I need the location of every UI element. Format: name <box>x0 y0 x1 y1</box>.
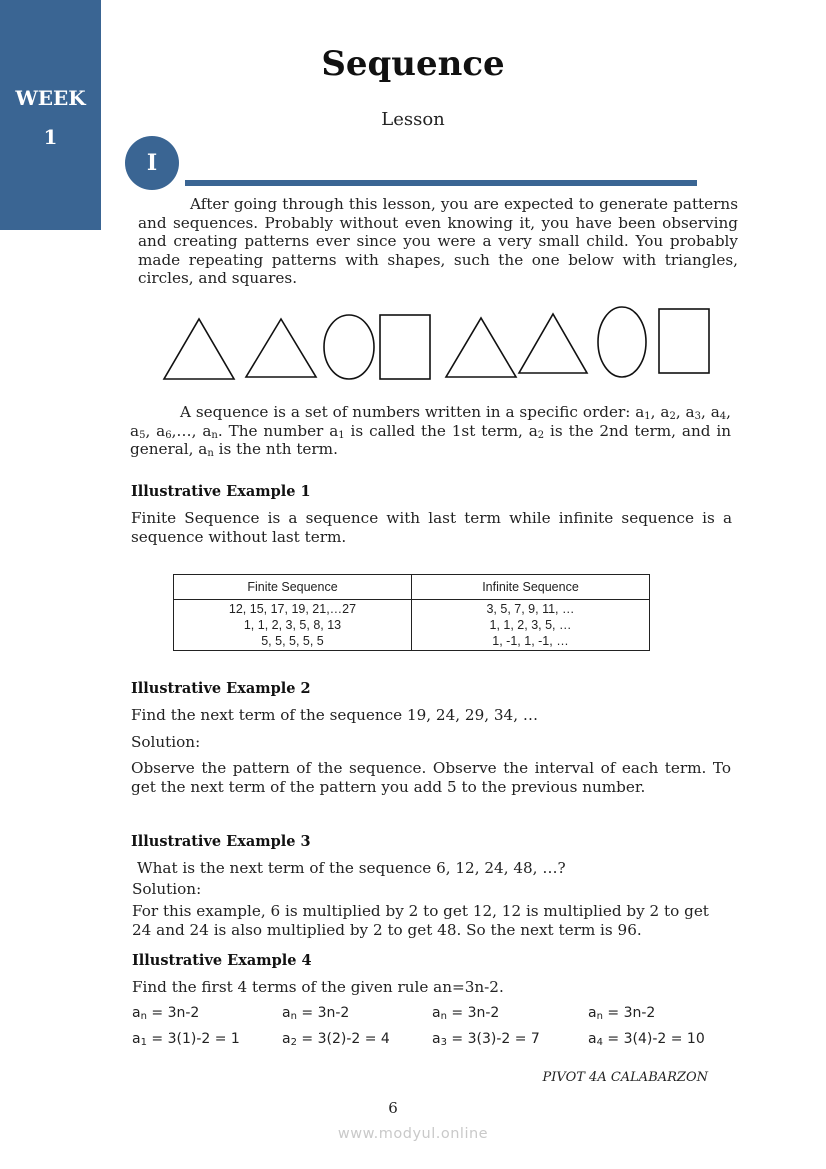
page-title: Sequence <box>321 44 505 84</box>
example3-heading: Illustrative Example 3 <box>131 833 311 850</box>
rule-a: a <box>282 1005 291 1021</box>
def-sub: n <box>211 429 218 441</box>
rule-col-1 <box>132 1005 199 1021</box>
infinite-seq-3: 1, -1, 1, -1, … <box>492 634 569 648</box>
sequence-definition <box>130 403 731 459</box>
rule-expr: = 3n-2 <box>146 1005 200 1021</box>
example3-solution-label: Solution: <box>132 880 202 898</box>
term-a: a <box>132 1031 141 1047</box>
table-header-infinite: Infinite Sequence <box>412 575 650 600</box>
table-row <box>174 600 650 651</box>
term-3 <box>432 1031 540 1047</box>
circle-shape <box>598 307 646 377</box>
def-sub: 6 <box>165 429 172 441</box>
infinite-seq-2: 1, 1, 2, 3, 5, … <box>489 618 572 632</box>
table-header-row <box>174 575 650 600</box>
sequence-table <box>173 574 650 651</box>
example1-heading: Illustrative Example 1 <box>131 483 311 500</box>
example3-question: What is the next term of the sequence 6, 12, 24, 48, …? <box>137 859 566 877</box>
footer-brand: PIVOT 4A CALABARZON <box>542 1070 708 1085</box>
rule-col-3 <box>432 1005 499 1021</box>
rule-expr: = 3n-2 <box>446 1005 500 1021</box>
rule-col-4 <box>588 1005 655 1021</box>
triangle-shape <box>519 314 587 373</box>
section-badge <box>125 136 179 190</box>
finite-seq-3: 5, 5, 5, 5, 5 <box>261 634 324 648</box>
example2-solution-label: Solution: <box>131 733 201 751</box>
def-text: , a <box>650 403 670 421</box>
def-text: , a <box>701 403 720 421</box>
term-expr: = 3(3)-2 = 7 <box>446 1031 540 1047</box>
triangle-shape <box>246 319 316 377</box>
term-a: a <box>282 1031 291 1047</box>
rule-expr: = 3n-2 <box>296 1005 350 1021</box>
example3-solution: For this example, 6 is multiplied by 2 to get 12, 12 is multiplied by 2 to get 24 and 24 is also multiplied by 2 to get 48. So the next term is 96. <box>132 902 709 939</box>
table-header-finite: Finite Sequence <box>174 575 412 600</box>
def-text: ,…, a <box>171 421 212 440</box>
def-sub: 2 <box>537 429 545 441</box>
square-shape <box>380 315 430 379</box>
infinite-seq-1: 3, 5, 7, 9, 11, … <box>486 602 575 616</box>
table-cell-infinite <box>412 600 650 651</box>
watermark: www.modyul.online <box>337 1126 489 1142</box>
term-a: a <box>432 1031 441 1047</box>
def-sub: n <box>207 448 214 459</box>
term-sub: 2 <box>290 1037 297 1048</box>
example2-solution: Observe the pattern of the sequence. Observe the interval of each term. To get the next term of the pattern you add 5 to the previous number. <box>131 759 731 796</box>
example1-text: Finite Sequence is a sequence with last term while infinite sequence is a sequence without last term. <box>131 509 732 546</box>
example4-question: Find the first 4 terms of the given rule an=3n-2. <box>132 978 504 996</box>
def-text: , a <box>675 403 695 421</box>
example2-question: Find the next term of the sequence 19, 24, 29, 34, … <box>131 706 539 724</box>
page-subtitle: Lesson <box>381 109 445 130</box>
section-badge-label: I <box>146 150 158 176</box>
term-1 <box>132 1031 240 1047</box>
def-sub: 4 <box>719 411 727 422</box>
term-expr: = 3(2)-2 = 4 <box>296 1031 390 1047</box>
def-text: is called the 1st term, a <box>344 421 538 440</box>
def-text: is the nth term. <box>213 440 338 458</box>
term-2 <box>282 1031 390 1047</box>
rule-sub: n <box>140 1011 147 1022</box>
term-sub: 3 <box>440 1037 447 1048</box>
week-number: 1 <box>43 125 58 149</box>
def-sub: 3 <box>694 411 701 422</box>
rule-col-2 <box>282 1005 349 1021</box>
table-cell-finite <box>174 600 412 651</box>
def-sub: 5 <box>139 429 146 441</box>
rule-sub: n <box>596 1011 603 1022</box>
finite-seq-2: 1, 1, 2, 3, 5, 8, 13 <box>243 618 342 632</box>
example4-heading: Illustrative Example 4 <box>132 952 312 969</box>
circle-shape <box>324 315 374 379</box>
rule-sub: n <box>440 1011 447 1022</box>
def-sub: 2 <box>669 411 676 422</box>
rule-a: a <box>132 1005 141 1021</box>
rule-a: a <box>432 1005 441 1021</box>
def-sub: 1 <box>338 429 345 441</box>
finite-seq-1: 12, 15, 17, 19, 21,…27 <box>228 602 357 616</box>
term-sub: 4 <box>596 1037 603 1048</box>
example2-heading: Illustrative Example 2 <box>131 680 311 697</box>
def-text: , a <box>130 403 731 440</box>
shape-pattern <box>155 300 720 385</box>
term-a: a <box>588 1031 597 1047</box>
square-shape <box>659 309 709 373</box>
def-text: . The number a <box>217 421 339 440</box>
term-sub: 1 <box>140 1037 147 1048</box>
def-text: , a <box>145 421 166 440</box>
term-4 <box>588 1031 705 1047</box>
rule-a: a <box>588 1005 597 1021</box>
term-expr: = 3(4)-2 = 10 <box>602 1031 705 1047</box>
triangle-shape <box>446 318 516 377</box>
week-label: WEEK <box>15 86 86 110</box>
rule-sub: n <box>290 1011 297 1022</box>
def-text: is the 2nd term, and in general, a <box>130 421 732 458</box>
section-rule <box>185 180 697 186</box>
def-sub: 1 <box>644 411 651 422</box>
intro-paragraph: After going through this lesson, you are expected to generate patterns and sequences. Probably without even knowing it, you have been observing and creating patterns ever since you were a very small child. You probably made repeating patterns with shapes, such the one below with triangles, circles, and squares. <box>138 195 738 287</box>
page-number: 6 <box>388 1099 398 1117</box>
def-text: A sequence is a set of numbers written in a specific order: a <box>180 403 645 421</box>
term-expr: = 3(1)-2 = 1 <box>146 1031 240 1047</box>
rule-expr: = 3n-2 <box>602 1005 656 1021</box>
triangle-shape <box>164 319 234 379</box>
